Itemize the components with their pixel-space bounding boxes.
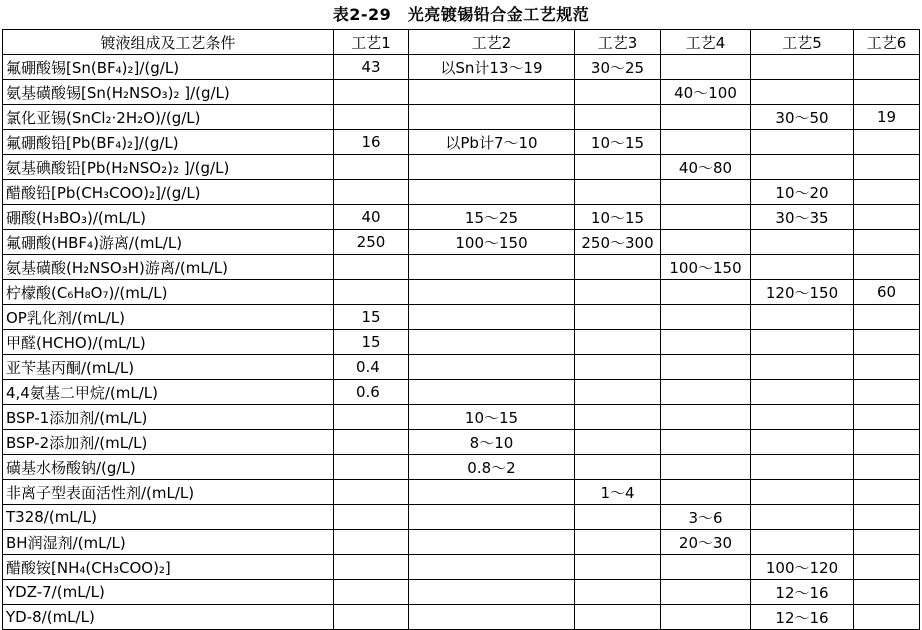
table-row — [3, 230, 920, 255]
cell-process-2 — [409, 255, 575, 280]
cell-process-5 — [751, 305, 854, 330]
cell-process-6 — [854, 80, 920, 105]
cell-process-6: 19 — [854, 105, 920, 130]
cell-process-5 — [751, 80, 854, 105]
row-label: 醋酸铵[NH₄(CH₃COO)₂] — [3, 555, 334, 580]
cell-process-4 — [661, 405, 751, 430]
cell-process-1: 0.4 — [334, 355, 409, 380]
cell-process-5 — [751, 455, 854, 480]
cell-process-4 — [661, 280, 751, 305]
cell-process-3 — [575, 280, 661, 305]
cell-process-1 — [334, 455, 409, 480]
cell-process-2: 15～25 — [409, 205, 575, 230]
row-label: 氟硼酸锡[Sn(BF₄)₂]/(g/L) — [3, 55, 334, 80]
cell-process-4 — [661, 605, 751, 630]
cell-process-3 — [575, 405, 661, 430]
cell-process-3 — [575, 180, 661, 205]
cell-process-2: 0.8～2 — [409, 455, 575, 480]
row-label: YD-8/(mL/L) — [3, 605, 334, 630]
cell-process-6 — [854, 480, 920, 505]
cell-process-1 — [334, 105, 409, 130]
cell-process-5 — [751, 530, 854, 555]
table-row — [3, 380, 920, 405]
table-row — [3, 605, 920, 630]
cell-process-6 — [854, 530, 920, 555]
cell-process-2 — [409, 80, 575, 105]
cell-process-6 — [854, 505, 920, 530]
cell-process-1 — [334, 180, 409, 205]
cell-process-6 — [854, 230, 920, 255]
cell-process-4 — [661, 580, 751, 605]
column-header-process-4: 工艺4 — [661, 30, 751, 55]
cell-process-4: 40～100 — [661, 80, 751, 105]
header-row — [3, 30, 920, 55]
cell-process-2 — [409, 180, 575, 205]
cell-process-1 — [334, 605, 409, 630]
cell-process-5 — [751, 480, 854, 505]
table-body — [3, 55, 920, 630]
cell-process-3 — [575, 105, 661, 130]
cell-process-5 — [751, 255, 854, 280]
cell-process-4: 3～6 — [661, 505, 751, 530]
cell-process-6 — [854, 205, 920, 230]
cell-process-3: 30～25 — [575, 55, 661, 80]
table-row — [3, 305, 920, 330]
cell-process-1: 15 — [334, 305, 409, 330]
row-label: 氨基磺酸(H₂NSO₃H)游离/(mL/L) — [3, 255, 334, 280]
table-row — [3, 555, 920, 580]
cell-process-3: 250～300 — [575, 230, 661, 255]
cell-process-2 — [409, 280, 575, 305]
table-row — [3, 205, 920, 230]
cell-process-2: 8～10 — [409, 430, 575, 455]
row-label: 柠檬酸(C₆H₈O₇)/(mL/L) — [3, 280, 334, 305]
cell-process-1: 0.6 — [334, 380, 409, 405]
cell-process-1 — [334, 530, 409, 555]
table-row — [3, 505, 920, 530]
cell-process-3 — [575, 530, 661, 555]
cell-process-4: 20～30 — [661, 530, 751, 555]
cell-process-6 — [854, 55, 920, 80]
cell-process-2 — [409, 305, 575, 330]
row-label: T328/(mL/L) — [3, 505, 334, 530]
cell-process-2: 100～150 — [409, 230, 575, 255]
cell-process-1 — [334, 430, 409, 455]
cell-process-4 — [661, 455, 751, 480]
cell-process-6 — [854, 155, 920, 180]
cell-process-4 — [661, 205, 751, 230]
cell-process-1: 40 — [334, 205, 409, 230]
cell-process-4: 40～80 — [661, 155, 751, 180]
table-row — [3, 55, 920, 80]
cell-process-1: 15 — [334, 330, 409, 355]
table-row — [3, 105, 920, 130]
row-label: OP乳化剂/(mL/L) — [3, 305, 334, 330]
row-label: 氯化亚锡(SnCl₂·2H₂O)/(g/L) — [3, 105, 334, 130]
cell-process-2 — [409, 155, 575, 180]
cell-process-3 — [575, 555, 661, 580]
table-row — [3, 480, 920, 505]
cell-process-6 — [854, 555, 920, 580]
cell-process-4 — [661, 380, 751, 405]
cell-process-2 — [409, 105, 575, 130]
cell-process-2 — [409, 580, 575, 605]
column-header-process-1: 工艺1 — [334, 30, 409, 55]
cell-process-6 — [854, 405, 920, 430]
row-label: 亚苄基丙酮/(mL/L) — [3, 355, 334, 380]
row-label: 4,4氨基二甲烷/(mL/L) — [3, 380, 334, 405]
cell-process-6 — [854, 430, 920, 455]
row-label: BSP-1添加剂/(mL/L) — [3, 405, 334, 430]
cell-process-6: 60 — [854, 280, 920, 305]
cell-process-2 — [409, 480, 575, 505]
cell-process-2 — [409, 505, 575, 530]
cell-process-1 — [334, 155, 409, 180]
cell-process-5: 12～16 — [751, 605, 854, 630]
table-row — [3, 130, 920, 155]
table-title: 表2-29 光亮镀锡铅合金工艺规范 — [332, 5, 590, 24]
cell-process-3 — [575, 330, 661, 355]
cell-process-3 — [575, 355, 661, 380]
row-label: 非离子型表面活性剂/(mL/L) — [3, 480, 334, 505]
cell-process-1 — [334, 480, 409, 505]
cell-process-3: 1～4 — [575, 480, 661, 505]
row-label: 醋酸铅[Pb(CH₃COO)₂]/(g/L) — [3, 180, 334, 205]
cell-process-2 — [409, 555, 575, 580]
cell-process-6 — [854, 355, 920, 380]
cell-process-4 — [661, 480, 751, 505]
cell-process-3 — [575, 80, 661, 105]
row-label: 氨基磺酸锡[Sn(H₂NSO₃)₂ ]/(g/L) — [3, 80, 334, 105]
cell-process-3 — [575, 155, 661, 180]
table-row — [3, 405, 920, 430]
cell-process-5 — [751, 355, 854, 380]
cell-process-3 — [575, 580, 661, 605]
cell-process-3 — [575, 430, 661, 455]
cell-process-3 — [575, 455, 661, 480]
table-row — [3, 155, 920, 180]
cell-process-3: 10～15 — [575, 130, 661, 155]
cell-process-2: 以Sn计13～19 — [409, 55, 575, 80]
cell-process-1 — [334, 505, 409, 530]
table-row — [3, 280, 920, 305]
cell-process-4: 100～150 — [661, 255, 751, 280]
process-spec-table — [2, 29, 920, 630]
row-label: BH润湿剂/(mL/L) — [3, 530, 334, 555]
cell-process-2: 10～15 — [409, 405, 575, 430]
cell-process-2 — [409, 605, 575, 630]
cell-process-6 — [854, 605, 920, 630]
cell-process-2 — [409, 530, 575, 555]
table-row — [3, 180, 920, 205]
cell-process-6 — [854, 580, 920, 605]
cell-process-1: 250 — [334, 230, 409, 255]
cell-process-3: 10～15 — [575, 205, 661, 230]
table-row — [3, 530, 920, 555]
row-label: 氟硼酸(HBF₄)游离/(mL/L) — [3, 230, 334, 255]
cell-process-2: 以Pb计7～10 — [409, 130, 575, 155]
cell-process-4 — [661, 55, 751, 80]
cell-process-4 — [661, 330, 751, 355]
row-label: 甲醛(HCHO)/(mL/L) — [3, 330, 334, 355]
cell-process-4 — [661, 305, 751, 330]
cell-process-5: 30～50 — [751, 105, 854, 130]
cell-process-6 — [854, 330, 920, 355]
row-label: BSP-2添加剂/(mL/L) — [3, 430, 334, 455]
cell-process-4 — [661, 555, 751, 580]
cell-process-4 — [661, 230, 751, 255]
cell-process-5: 30～35 — [751, 205, 854, 230]
cell-process-1 — [334, 555, 409, 580]
table-row — [3, 580, 920, 605]
cell-process-5 — [751, 55, 854, 80]
cell-process-5: 100～120 — [751, 555, 854, 580]
table-row — [3, 330, 920, 355]
cell-process-1 — [334, 80, 409, 105]
cell-process-2 — [409, 330, 575, 355]
table-row — [3, 430, 920, 455]
cell-process-4 — [661, 430, 751, 455]
cell-process-4 — [661, 130, 751, 155]
cell-process-5 — [751, 230, 854, 255]
cell-process-6 — [854, 255, 920, 280]
cell-process-2 — [409, 355, 575, 380]
cell-process-5: 10～20 — [751, 180, 854, 205]
table-row — [3, 255, 920, 280]
cell-process-3 — [575, 605, 661, 630]
cell-process-3 — [575, 505, 661, 530]
cell-process-6 — [854, 305, 920, 330]
row-label: 硼酸(H₃BO₃)/(mL/L) — [3, 205, 334, 230]
cell-process-5 — [751, 430, 854, 455]
cell-process-5 — [751, 405, 854, 430]
column-header-process-2: 工艺2 — [409, 30, 575, 55]
cell-process-1 — [334, 280, 409, 305]
cell-process-5 — [751, 330, 854, 355]
cell-process-5: 120～150 — [751, 280, 854, 305]
cell-process-6 — [854, 380, 920, 405]
cell-process-1 — [334, 580, 409, 605]
cell-process-5 — [751, 380, 854, 405]
column-header-composition: 镀液组成及工艺条件 — [3, 30, 334, 55]
cell-process-4 — [661, 180, 751, 205]
cell-process-6 — [854, 180, 920, 205]
cell-process-4 — [661, 105, 751, 130]
row-label: 磺基水杨酸钠/(g/L) — [3, 455, 334, 480]
cell-process-4 — [661, 355, 751, 380]
cell-process-3 — [575, 255, 661, 280]
row-label: 氨基碘酸铅[Pb(H₂NSO₂)₂ ]/(g/L) — [3, 155, 334, 180]
cell-process-6 — [854, 455, 920, 480]
column-header-process-6: 工艺6 — [854, 30, 920, 55]
cell-process-5: 12～16 — [751, 580, 854, 605]
row-label: 氟硼酸铅[Pb(BF₄)₂]/(g/L) — [3, 130, 334, 155]
row-label: YDZ-7/(mL/L) — [3, 580, 334, 605]
cell-process-1 — [334, 405, 409, 430]
cell-process-1: 43 — [334, 55, 409, 80]
cell-process-1 — [334, 255, 409, 280]
table-row — [3, 455, 920, 480]
cell-process-5 — [751, 155, 854, 180]
cell-process-3 — [575, 305, 661, 330]
cell-process-1: 16 — [334, 130, 409, 155]
column-header-process-5: 工艺5 — [751, 30, 854, 55]
table-row — [3, 80, 920, 105]
cell-process-3 — [575, 380, 661, 405]
column-header-process-3: 工艺3 — [575, 30, 661, 55]
cell-process-5 — [751, 505, 854, 530]
cell-process-6 — [854, 130, 920, 155]
cell-process-5 — [751, 130, 854, 155]
table-row — [3, 355, 920, 380]
cell-process-2 — [409, 380, 575, 405]
